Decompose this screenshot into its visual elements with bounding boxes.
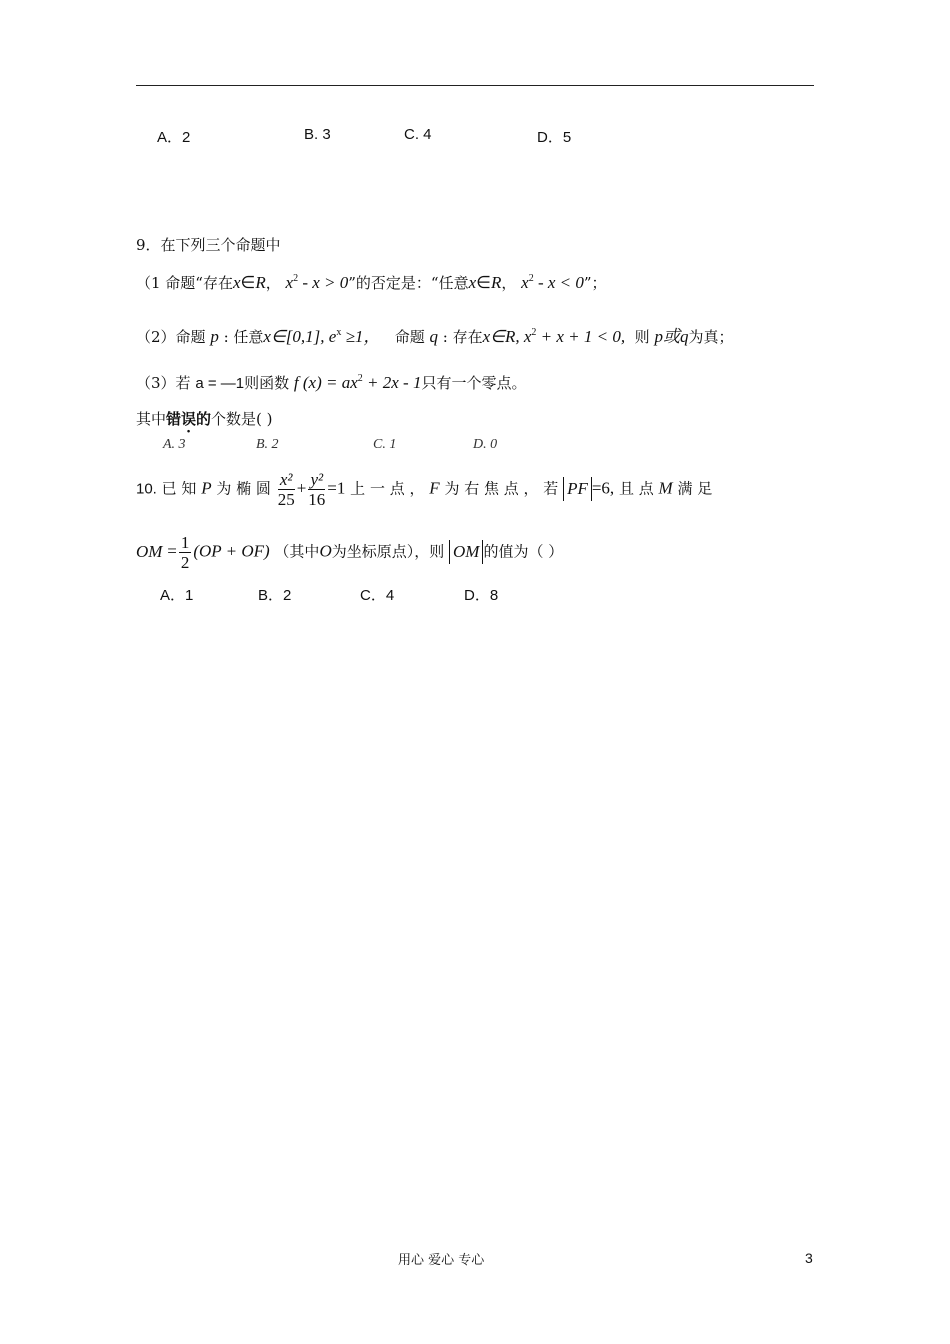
q8-option-b: B. 3 <box>304 126 331 143</box>
q9-item1: （1 命题“存在x∈R， $x^2 - x > 0$”的否定是：“任意x∈R， $x^2 - x < 0$”； <box>136 273 607 292</box>
q10-line1: 10. 已 知 P 为 椭 圆 $\frac{\text{x²}}{25}$ + $\frac{\text{y²}}{16}$ =1 上 一 点 ， F 为 右 焦 点 ， 若 PF =6, 且 点 M 满 足 <box>136 470 713 509</box>
q10-line2: OM = $\frac{1}{2}$ (OP + OF) （其中O为坐标原点），则 OM 的值为（ ） <box>136 533 564 572</box>
header-rule <box>136 85 814 86</box>
q9-stem: 9．在下列三个命题中 <box>136 236 281 254</box>
q10-option-a: A．1 <box>160 587 194 604</box>
q9-item3: （3）若 a = —1则函数 f $(x) = ax^2 + 2x - 1$只有一个零点。 <box>136 373 527 392</box>
fraction-one-half: $\frac{1}{2}$ <box>180 533 190 572</box>
q9-option-a: A. 3 <box>163 437 186 452</box>
q9-question: 其中错误的个数是( ) <box>136 410 273 428</box>
emphasized-wrong: 错误的 <box>166 410 212 428</box>
q8-option-c: C. 4 <box>404 126 432 143</box>
q9-option-d: D. 0 <box>473 437 498 452</box>
fraction-y2-16: $\frac{\text{y²}}{16}$ <box>308 470 326 509</box>
q10-option-c: C．4 <box>360 587 395 604</box>
abs-pf: PF <box>563 477 592 501</box>
q8-option-a: A．2 <box>157 129 191 146</box>
q9-option-b: B. 2 <box>256 437 279 452</box>
q8-option-d: D．5 <box>537 129 572 146</box>
vector-om: OM <box>136 541 163 561</box>
abs-om: OM <box>449 540 483 564</box>
q9-option-c: C. 1 <box>373 437 397 452</box>
q10-option-d: D．8 <box>464 587 499 604</box>
q9-item2: （2）命题 p : 任意x∈[0,1], $e^x \ge 1$， 命题 q : 存在x∈R, $x^2 + x + 1 < 0$, 则 p或q为真； <box>136 327 734 346</box>
page-number: 3 <box>805 1250 813 1266</box>
q10-option-b: B．2 <box>258 587 292 604</box>
footer-motto: 用心 爱心 专心 <box>398 1253 485 1268</box>
fraction-x2-25: $\frac{\text{x²}}{25}$ <box>277 470 295 509</box>
